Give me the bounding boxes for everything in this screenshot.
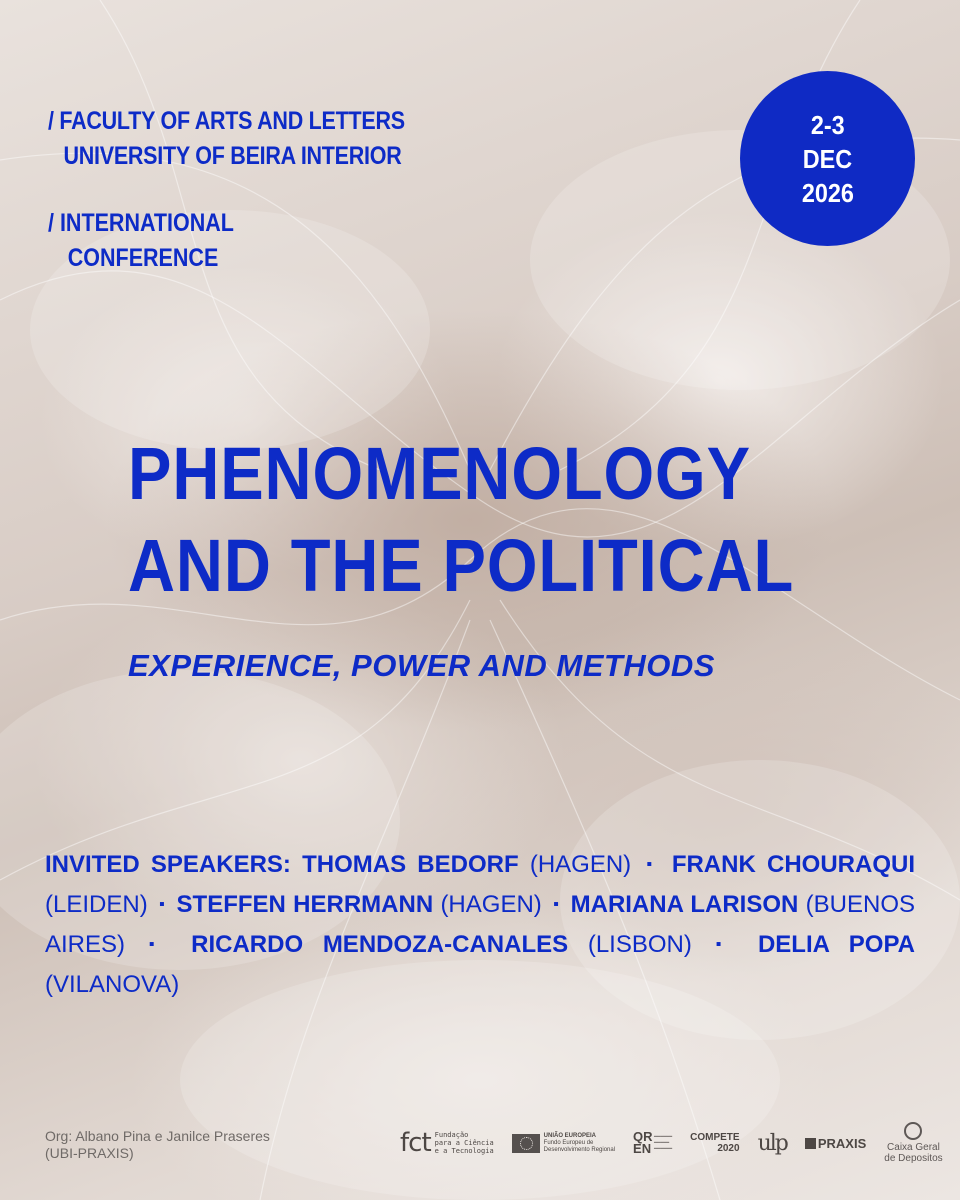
- fct-mark: fct: [400, 1128, 431, 1158]
- title-line1: PHENOMENOLOGY: [128, 432, 751, 515]
- speaker-name: MARIANA LARISON: [570, 891, 799, 918]
- cgd-line2: de Depositos: [884, 1153, 943, 1164]
- date-month: DEC: [802, 143, 853, 174]
- speaker-affiliation: (VILANOVA): [45, 971, 180, 998]
- date-days: 2-3: [810, 109, 845, 140]
- praxis-text: PRAXIS: [817, 1135, 867, 1151]
- compete-logo: [690, 1132, 739, 1154]
- speakers-heading: INVITED SPEAKERS:: [45, 851, 291, 878]
- separator-icon: ▪: [715, 936, 735, 953]
- eu-text-line: Desenvolvimento Regional: [543, 1146, 616, 1153]
- date-year: 2026: [801, 177, 854, 208]
- speaker-affiliation: (HAGEN): [529, 851, 632, 878]
- praxis-square-icon: [805, 1138, 816, 1149]
- separator-icon: ▪: [553, 896, 560, 913]
- qren-mark: QR EN: [633, 1129, 653, 1156]
- ubi-logo: [758, 1131, 787, 1156]
- qren-text-icon: ━━━━━━ ━━━━━ ━━━━━━: [654, 1134, 673, 1152]
- ubi-mark: ulp: [757, 1130, 787, 1156]
- faculty-line: / FACULTY OF ARTS AND LETTERS: [48, 107, 405, 135]
- eu-logo: [512, 1133, 615, 1154]
- cgd-line1: Caixa Geral: [887, 1142, 940, 1153]
- conference-line2: CONFERENCE: [67, 244, 219, 272]
- eu-flag-icon: [512, 1134, 540, 1153]
- conference-type: [48, 206, 234, 276]
- organizers-line1: Org: Albano Pina e Janilce Praseres: [45, 1128, 270, 1144]
- fct-text-line: e a Tecnologia: [434, 1147, 494, 1155]
- speaker-name: RICARDO MENDOZA-CANALES: [191, 931, 569, 958]
- cgd-symbol-icon: [904, 1122, 922, 1140]
- faculty-heading: [48, 104, 405, 174]
- speaker-name: THOMAS BEDORF: [302, 851, 519, 878]
- sponsor-logos: [400, 1123, 943, 1163]
- speaker-name: STEFFEN HERRMANN: [176, 891, 434, 918]
- speaker-affiliation: (BUENOS AIRES): [45, 891, 915, 958]
- speaker-name: DELIA POPA: [757, 931, 916, 958]
- speaker-affiliation: (LEIDEN): [45, 891, 148, 918]
- eu-text-line: Fundo Europeu de: [543, 1139, 594, 1146]
- conference-title: [128, 428, 794, 612]
- qren-logo: [633, 1131, 672, 1155]
- fct-text-line: para a Ciência: [434, 1139, 494, 1147]
- title-line2: AND THE POLITICAL: [128, 524, 795, 607]
- separator-icon: ▪: [158, 896, 166, 913]
- fct-text: [435, 1131, 494, 1155]
- speaker-affiliation: (LISBON): [587, 931, 692, 958]
- fct-logo: [400, 1128, 494, 1158]
- eu-text-line: UNIÃO EUROPEIA: [543, 1132, 597, 1139]
- organizers-line2: (UBI-PRAXIS): [45, 1145, 134, 1161]
- speaker-name: FRANK CHOURAQUI: [671, 851, 915, 878]
- eu-text: [544, 1133, 615, 1154]
- praxis-logo: [805, 1136, 866, 1151]
- organizers: [45, 1128, 270, 1162]
- invited-speakers: [45, 846, 915, 1003]
- conference-subtitle: EXPERIENCE, POWER AND METHODS: [128, 648, 715, 683]
- speaker-affiliation: (HAGEN): [440, 891, 542, 918]
- fct-text-line: Fundação: [434, 1131, 469, 1139]
- conference-line1: / INTERNATIONAL: [48, 209, 234, 237]
- cgd-logo: [884, 1122, 942, 1164]
- compete-line1: COMPETE: [690, 1132, 740, 1143]
- separator-icon: ▪: [646, 856, 657, 873]
- date-badge: [740, 71, 915, 246]
- university-line: UNIVERSITY OF BEIRA INTERIOR: [63, 142, 402, 170]
- separator-icon: ▪: [148, 936, 168, 953]
- compete-line2: 2020: [717, 1143, 740, 1154]
